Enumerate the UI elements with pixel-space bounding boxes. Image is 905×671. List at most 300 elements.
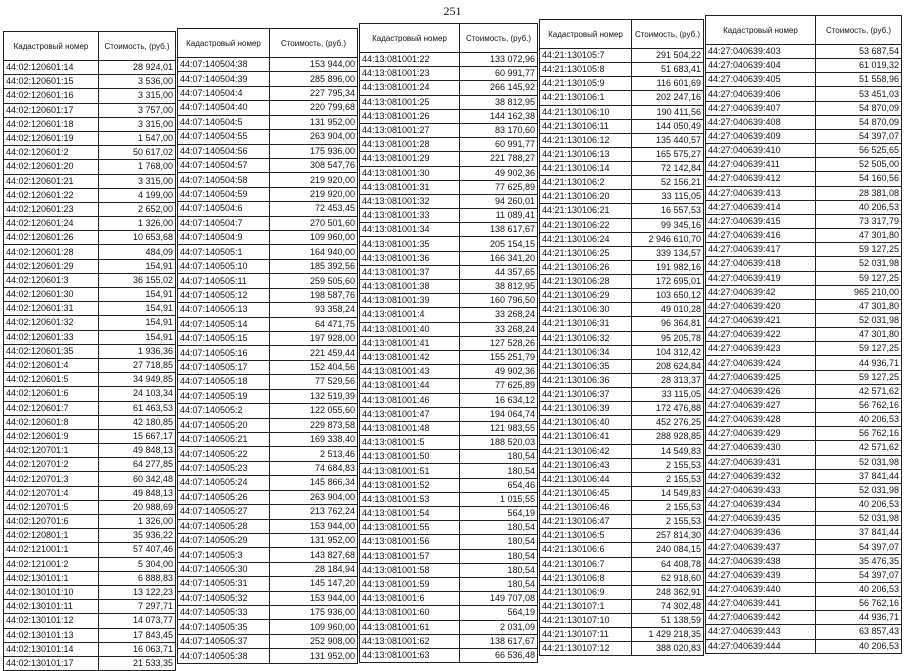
table-row <box>540 472 704 486</box>
cost-cell: 144 162,38 <box>460 109 538 123</box>
cadastral-number-cell: 44:07:140505:30 <box>178 562 270 576</box>
cost-cell: 135 440,57 <box>632 133 704 147</box>
table-row <box>706 115 902 129</box>
cost-cell: 145 866,34 <box>270 476 358 490</box>
table-row <box>178 577 358 591</box>
table-row <box>706 639 902 653</box>
table-row <box>540 543 704 557</box>
cadastral-number-cell: 44:27:040639:408 <box>706 115 816 129</box>
cadastral-number-cell: 44:13:081001:32 <box>360 194 460 208</box>
table-row <box>178 461 358 475</box>
cadastral-number-cell: 44:21:130106:10 <box>540 105 632 119</box>
cost-cell: 180,54 <box>460 577 538 591</box>
cadastral-number-cell: 44:13:081001:51 <box>360 464 460 478</box>
table-row <box>178 259 358 273</box>
table-row <box>178 58 358 72</box>
cost-cell: 6 888,83 <box>99 571 176 585</box>
table-row <box>360 109 538 123</box>
cadastral-number-cell: 44:02:130101:10 <box>4 585 99 599</box>
cadastral-number-cell: 44:21:130106:39 <box>540 402 632 416</box>
cost-cell: 77 625,89 <box>460 180 538 194</box>
table-row <box>706 455 902 469</box>
table-row <box>360 606 538 620</box>
cadastral-number-cell: 44:02:120601:22 <box>4 188 99 202</box>
cost-cell: 59 127,25 <box>816 370 902 384</box>
cost-cell: 155 251,79 <box>460 350 538 364</box>
table-row <box>360 648 538 662</box>
cadastral-number-cell: 44:13:081001:38 <box>360 280 460 294</box>
cadastral-number-cell: 44:07:140504:40 <box>178 101 270 115</box>
table-row <box>178 144 358 158</box>
table-row <box>360 350 538 364</box>
table-row <box>360 592 538 606</box>
cadastral-number-cell: 44:21:130106:28 <box>540 275 632 289</box>
cost-cell: 2 946 610,70 <box>632 232 704 246</box>
cost-cell: 3 757,00 <box>99 103 176 117</box>
table-row <box>540 77 704 91</box>
cadastral-number-cell: 44:27:040639:405 <box>706 73 816 87</box>
cost-cell: 2 155,53 <box>632 515 704 529</box>
cost-cell: 564,19 <box>460 507 538 521</box>
cadastral-number-cell: 44:02:120601:7 <box>4 401 99 415</box>
table-row <box>178 447 358 461</box>
table-row <box>706 498 902 512</box>
table-row <box>706 483 902 497</box>
cost-cell: 60 991,77 <box>460 67 538 81</box>
cadastral-number-cell: 44:13:081001:27 <box>360 123 460 137</box>
table-row <box>178 533 358 547</box>
cost-cell: 205 154,15 <box>460 237 538 251</box>
table-row <box>540 515 704 529</box>
table-row <box>4 231 176 245</box>
cost-cell: 109 960,00 <box>270 620 358 634</box>
table-row <box>4 174 176 188</box>
cadastral-number-cell: 44:07:140505:26 <box>178 490 270 504</box>
cost-cell: 52 156,21 <box>632 176 704 190</box>
cost-cell: 42 571,62 <box>816 441 902 455</box>
table-row <box>360 336 538 350</box>
cost-cell: 21 533,35 <box>99 656 176 670</box>
cost-cell: 52 505,00 <box>816 158 902 172</box>
cadastral-number-cell: 44:02:120601:18 <box>4 117 99 131</box>
table-row <box>706 214 902 228</box>
cost-cell: 44 936,71 <box>816 611 902 625</box>
cost-cell: 36 155,02 <box>99 273 176 287</box>
cadastral-number-cell: 44:07:140505:27 <box>178 505 270 519</box>
table-row <box>4 146 176 160</box>
cadastral-number-cell: 44:21:130106:25 <box>540 246 632 260</box>
cadastral-number-cell: 44:07:140504:7 <box>178 216 270 230</box>
table-row <box>178 332 358 346</box>
cost-cell: 180,54 <box>460 549 538 563</box>
cost-cell: 180,54 <box>460 450 538 464</box>
cost-cell: 16 634,12 <box>460 393 538 407</box>
table-row <box>4 89 176 103</box>
cost-cell: 180,54 <box>460 563 538 577</box>
table-row <box>706 370 902 384</box>
cost-cell: 33 115,05 <box>632 190 704 204</box>
table-row <box>540 162 704 176</box>
table-row <box>540 232 704 246</box>
table-row <box>4 273 176 287</box>
column-header-cost: Стоимость, (руб.) <box>99 32 176 61</box>
cost-cell: 221 788,27 <box>460 152 538 166</box>
cadastral-number-cell: 44:21:130106:37 <box>540 388 632 402</box>
table-row <box>706 413 902 427</box>
cost-cell: 144 050,49 <box>632 119 704 133</box>
column-header-cost: Стоимость, (руб.) <box>270 29 358 58</box>
cadastral-number-cell: 44:13:081001:56 <box>360 535 460 549</box>
cadastral-number-cell: 44:07:140505:12 <box>178 288 270 302</box>
cost-cell: 54 870,09 <box>816 101 902 115</box>
table-row <box>360 223 538 237</box>
cost-cell: 263 904,00 <box>270 130 358 144</box>
cost-cell: 5 304,00 <box>99 557 176 571</box>
table-row <box>178 505 358 519</box>
cost-cell: 60 342,48 <box>99 472 176 486</box>
cost-cell: 219 920,00 <box>270 187 358 201</box>
cost-cell: 270 501,60 <box>270 216 358 230</box>
cost-cell: 56 762,16 <box>816 398 902 412</box>
cadastral-number-cell: 44:27:040639:437 <box>706 540 816 554</box>
cadastral-number-cell: 44:02:120601:15 <box>4 75 99 89</box>
table-row <box>360 549 538 563</box>
cost-cell: 16 557,53 <box>632 204 704 218</box>
cost-cell: 17 843,45 <box>99 628 176 642</box>
cadastral-number-cell: 44:21:130106:14 <box>540 162 632 176</box>
cadastral-number-cell: 44:07:140505:32 <box>178 591 270 605</box>
cost-cell: 1 936,36 <box>99 344 176 358</box>
cadastral-number-cell: 44:21:130106:8 <box>540 571 632 585</box>
cadastral-number-cell: 44:27:040639:440 <box>706 582 816 596</box>
table-row <box>540 642 704 656</box>
cadastral-number-cell: 44:27:040639:435 <box>706 512 816 526</box>
cost-cell: 83 170,60 <box>460 123 538 137</box>
cost-cell: 1 547,00 <box>99 131 176 145</box>
cost-cell: 53 451,03 <box>816 87 902 101</box>
cost-cell: 16 063,71 <box>99 642 176 656</box>
table-row <box>4 316 176 330</box>
cadastral-number-cell: 44:27:040639:430 <box>706 441 816 455</box>
cadastral-number-cell: 44:27:040639:411 <box>706 158 816 172</box>
table-row <box>4 486 176 500</box>
cadastral-number-cell: 44:21:130106:5 <box>540 529 632 543</box>
cadastral-number-cell: 44:27:040639:444 <box>706 639 816 653</box>
cadastral-number-cell: 44:07:140505:23 <box>178 461 270 475</box>
cadastral-number-cell: 44:27:040639:422 <box>706 328 816 342</box>
cost-cell: 2 155,53 <box>632 458 704 472</box>
cost-cell: 104 312,42 <box>632 345 704 359</box>
table-row <box>4 401 176 415</box>
cost-cell: 38 812,95 <box>460 95 538 109</box>
cost-cell: 149 707,08 <box>460 592 538 606</box>
cadastral-number-cell: 44:02:120601:19 <box>4 131 99 145</box>
cadastral-number-cell: 44:27:040639:410 <box>706 144 816 158</box>
table-row <box>360 123 538 137</box>
table-row <box>360 209 538 223</box>
cost-cell: 252 908,00 <box>270 634 358 648</box>
cadastral-number-cell: 44:27:040639:415 <box>706 214 816 228</box>
cost-cell: 132 519,39 <box>270 389 358 403</box>
table-row <box>178 101 358 115</box>
cost-cell: 13 122,23 <box>99 585 176 599</box>
cost-cell: 34 949,85 <box>99 373 176 387</box>
cost-cell: 143 827,68 <box>270 548 358 562</box>
cadastral-number-cell: 44:13:081001:59 <box>360 577 460 591</box>
cadastral-number-cell: 44:02:120601:4 <box>4 358 99 372</box>
cost-cell: 198 587,76 <box>270 288 358 302</box>
cadastral-number-cell: 44:07:140505:21 <box>178 432 270 446</box>
cost-cell: 103 650,12 <box>632 289 704 303</box>
cost-cell: 145 147,20 <box>270 577 358 591</box>
table-row <box>360 280 538 294</box>
table-row <box>4 302 176 316</box>
cadastral-number-cell: 44:07:140505:11 <box>178 274 270 288</box>
table-row <box>360 265 538 279</box>
cost-cell: 42 571,62 <box>816 384 902 398</box>
cadastral-number-cell: 44:21:130106:43 <box>540 458 632 472</box>
cost-cell: 154,91 <box>99 330 176 344</box>
table-row <box>706 582 902 596</box>
cadastral-number-cell: 44:13:081001:23 <box>360 67 460 81</box>
table-row <box>706 186 902 200</box>
table-row <box>540 359 704 373</box>
cost-cell: 52 031,98 <box>816 455 902 469</box>
table-row <box>4 358 176 372</box>
cost-cell: 59 127,25 <box>816 271 902 285</box>
cost-cell: 47 301,80 <box>816 229 902 243</box>
table-row <box>540 557 704 571</box>
cost-cell: 33 268,24 <box>460 308 538 322</box>
cadastral-number-cell: 44:02:120701:4 <box>4 486 99 500</box>
cost-cell: 38 812,95 <box>460 280 538 294</box>
cost-cell: 59 127,25 <box>816 342 902 356</box>
cost-cell: 138 617,67 <box>460 223 538 237</box>
table-row <box>706 540 902 554</box>
cost-cell: 44 936,71 <box>816 356 902 370</box>
table-row <box>4 515 176 529</box>
cadastral-number-cell: 44:21:130106:34 <box>540 345 632 359</box>
cost-cell: 60 991,77 <box>460 138 538 152</box>
cadastral-number-cell: 44:07:140505:29 <box>178 533 270 547</box>
table-row <box>4 614 176 628</box>
cost-cell: 188 520,03 <box>460 436 538 450</box>
cost-cell: 175 936,00 <box>270 606 358 620</box>
cadastral-number-cell: 44:27:040639:417 <box>706 243 816 257</box>
cadastral-number-cell: 44:27:040639:406 <box>706 87 816 101</box>
column-header-cost: Стоимость, (руб.) <box>460 24 538 53</box>
cadastral-number-cell: 44:02:120601:23 <box>4 202 99 216</box>
table-row <box>178 562 358 576</box>
table-row <box>360 577 538 591</box>
table-row <box>706 328 902 342</box>
cost-cell: 138 617,67 <box>460 634 538 648</box>
table-row <box>360 507 538 521</box>
cadastral-number-cell: 44:02:120601:3 <box>4 273 99 287</box>
cadastral-number-cell: 44:07:140505:24 <box>178 476 270 490</box>
cost-cell: 339 134,57 <box>632 246 704 260</box>
cost-cell: 72 142,84 <box>632 162 704 176</box>
cadastral-number-cell: 44:07:140505:22 <box>178 447 270 461</box>
table-row <box>706 427 902 441</box>
cadastral-number-cell: 44:27:040639:441 <box>706 597 816 611</box>
cadastral-number-cell: 44:02:120801:1 <box>4 529 99 543</box>
table-row <box>706 512 902 526</box>
table-row <box>706 342 902 356</box>
cost-cell: 240 084,15 <box>632 543 704 557</box>
cost-cell: 61 019,32 <box>816 59 902 73</box>
table-row <box>540 275 704 289</box>
table-row <box>4 543 176 557</box>
cost-cell: 49 010,28 <box>632 303 704 317</box>
table-row <box>360 308 538 322</box>
cost-cell: 175 936,00 <box>270 144 358 158</box>
table-row <box>540 63 704 77</box>
cadastral-number-cell: 44:07:140504:55 <box>178 130 270 144</box>
cost-cell: 64 277,85 <box>99 458 176 472</box>
cadastral-number-cell: 44:21:130106:9 <box>540 585 632 599</box>
table-row <box>540 599 704 613</box>
table-row <box>178 72 358 86</box>
table-row <box>4 529 176 543</box>
table-row <box>706 129 902 143</box>
cost-cell: 28 313,37 <box>632 373 704 387</box>
cost-cell: 64 408,78 <box>632 557 704 571</box>
cadastral-number-cell: 44:13:081001:50 <box>360 450 460 464</box>
table-row <box>706 313 902 327</box>
cadastral-number-cell: 44:27:040639:434 <box>706 498 816 512</box>
cadastral-number-cell: 44:07:140505:19 <box>178 389 270 403</box>
cadastral-number-cell: 44:07:140505:17 <box>178 360 270 374</box>
cost-cell: 14 549,83 <box>632 444 704 458</box>
cost-cell: 172 695,01 <box>632 275 704 289</box>
cost-cell: 44 357,65 <box>460 265 538 279</box>
table-row <box>540 458 704 472</box>
cadastral-number-cell: 44:07:140504:58 <box>178 173 270 187</box>
cadastral-number-cell: 44:02:130101:12 <box>4 614 99 628</box>
table-row <box>540 190 704 204</box>
cost-cell: 50 617,02 <box>99 146 176 160</box>
table-row <box>4 131 176 145</box>
cadastral-number-cell: 44:21:130106:26 <box>540 260 632 274</box>
cadastral-number-cell: 44:21:130106:21 <box>540 204 632 218</box>
cadastral-number-cell: 44:07:140505:1 <box>178 245 270 259</box>
table-row <box>4 344 176 358</box>
cadastral-number-cell: 44:21:130106:12 <box>540 133 632 147</box>
table-row <box>178 288 358 302</box>
cost-cell: 1 768,00 <box>99 160 176 174</box>
table-row <box>360 407 538 421</box>
cost-cell: 54 397,07 <box>816 129 902 143</box>
cadastral-number-cell: 44:13:081001:62 <box>360 634 460 648</box>
cost-cell: 52 031,98 <box>816 257 902 271</box>
cost-cell: 154,91 <box>99 316 176 330</box>
table-row <box>540 91 704 105</box>
table-row <box>540 430 704 444</box>
cadastral-number-cell: 44:21:130107:11 <box>540 628 632 642</box>
cadastral-number-cell: 44:13:081001:30 <box>360 166 460 180</box>
cadastral-number-cell: 44:13:081001:57 <box>360 549 460 563</box>
table-row <box>360 521 538 535</box>
cadastral-number-cell: 44:02:120601:14 <box>4 61 99 75</box>
cost-cell: 285 896,00 <box>270 72 358 86</box>
cost-cell: 153 944,00 <box>270 58 358 72</box>
table-row <box>178 216 358 230</box>
cadastral-number-cell: 44:02:120701:5 <box>4 500 99 514</box>
cost-cell: 191 982,16 <box>632 260 704 274</box>
cadastral-number-cell: 44:27:040639:438 <box>706 554 816 568</box>
cost-cell: 185 392,56 <box>270 259 358 273</box>
table-row <box>360 393 538 407</box>
table-row <box>178 202 358 216</box>
cadastral-number-cell: 44:02:121001:1 <box>4 543 99 557</box>
table-row <box>178 303 358 317</box>
cost-cell: 72 453,45 <box>270 202 358 216</box>
table-row <box>540 289 704 303</box>
cadastral-number-cell: 44:21:130106:32 <box>540 331 632 345</box>
cost-cell: 28 184,94 <box>270 562 358 576</box>
cadastral-number-cell: 44:27:040639:420 <box>706 299 816 313</box>
cadastral-number-cell: 44:02:120601:35 <box>4 344 99 358</box>
table-row <box>178 360 358 374</box>
table-row <box>4 288 176 302</box>
cadastral-number-cell: 44:21:130106:11 <box>540 119 632 133</box>
cost-cell: 484,09 <box>99 245 176 259</box>
cost-cell: 154,91 <box>99 259 176 273</box>
cost-cell: 1 429 218,35 <box>632 628 704 642</box>
cadastral-number-cell: 44:13:081001:36 <box>360 251 460 265</box>
cadastral-number-cell: 44:27:040639:419 <box>706 271 816 285</box>
table-row <box>706 73 902 87</box>
cost-cell: 248 362,91 <box>632 585 704 599</box>
table-row <box>360 194 538 208</box>
cost-cell: 133 072,96 <box>460 53 538 67</box>
table-row <box>178 158 358 172</box>
cadastral-number-cell: 44:02:120601:9 <box>4 429 99 443</box>
cost-cell: 180,54 <box>460 535 538 549</box>
cost-cell: 180,54 <box>460 521 538 535</box>
cost-cell: 190 411,56 <box>632 105 704 119</box>
cadastral-number-cell: 44:21:130105:8 <box>540 63 632 77</box>
cost-cell: 164 940,00 <box>270 245 358 259</box>
cost-cell: 127 528,26 <box>460 336 538 350</box>
cadastral-number-cell: 44:13:081001:41 <box>360 336 460 350</box>
cadastral-number-cell: 44:27:040639:425 <box>706 370 816 384</box>
cost-cell: 257 814,30 <box>632 529 704 543</box>
cost-cell: 291 504,22 <box>632 49 704 63</box>
table-row <box>4 444 176 458</box>
cadastral-number-cell: 44:13:081001:40 <box>360 322 460 336</box>
cadastral-number-cell: 44:13:081001:60 <box>360 606 460 620</box>
cost-cell: 172 476,88 <box>632 402 704 416</box>
cadastral-number-cell: 44:27:040639:413 <box>706 186 816 200</box>
cadastral-number-cell: 44:07:140505:28 <box>178 519 270 533</box>
cost-cell: 54 397,07 <box>816 540 902 554</box>
table-row <box>178 490 358 504</box>
cost-cell: 7 297,71 <box>99 600 176 614</box>
cadastral-number-cell: 44:21:130106:7 <box>540 557 632 571</box>
cadastral-number-cell: 44:13:081001:5 <box>360 436 460 450</box>
cost-cell: 564,19 <box>460 606 538 620</box>
table-row <box>4 458 176 472</box>
cadastral-number-cell: 44:27:040639:418 <box>706 257 816 271</box>
table-row <box>178 476 358 490</box>
table-row <box>706 611 902 625</box>
cost-cell: 52 031,98 <box>816 313 902 327</box>
cost-cell: 15 667,17 <box>99 429 176 443</box>
table-row <box>4 472 176 486</box>
cadastral-number-cell: 44:13:081001:33 <box>360 209 460 223</box>
